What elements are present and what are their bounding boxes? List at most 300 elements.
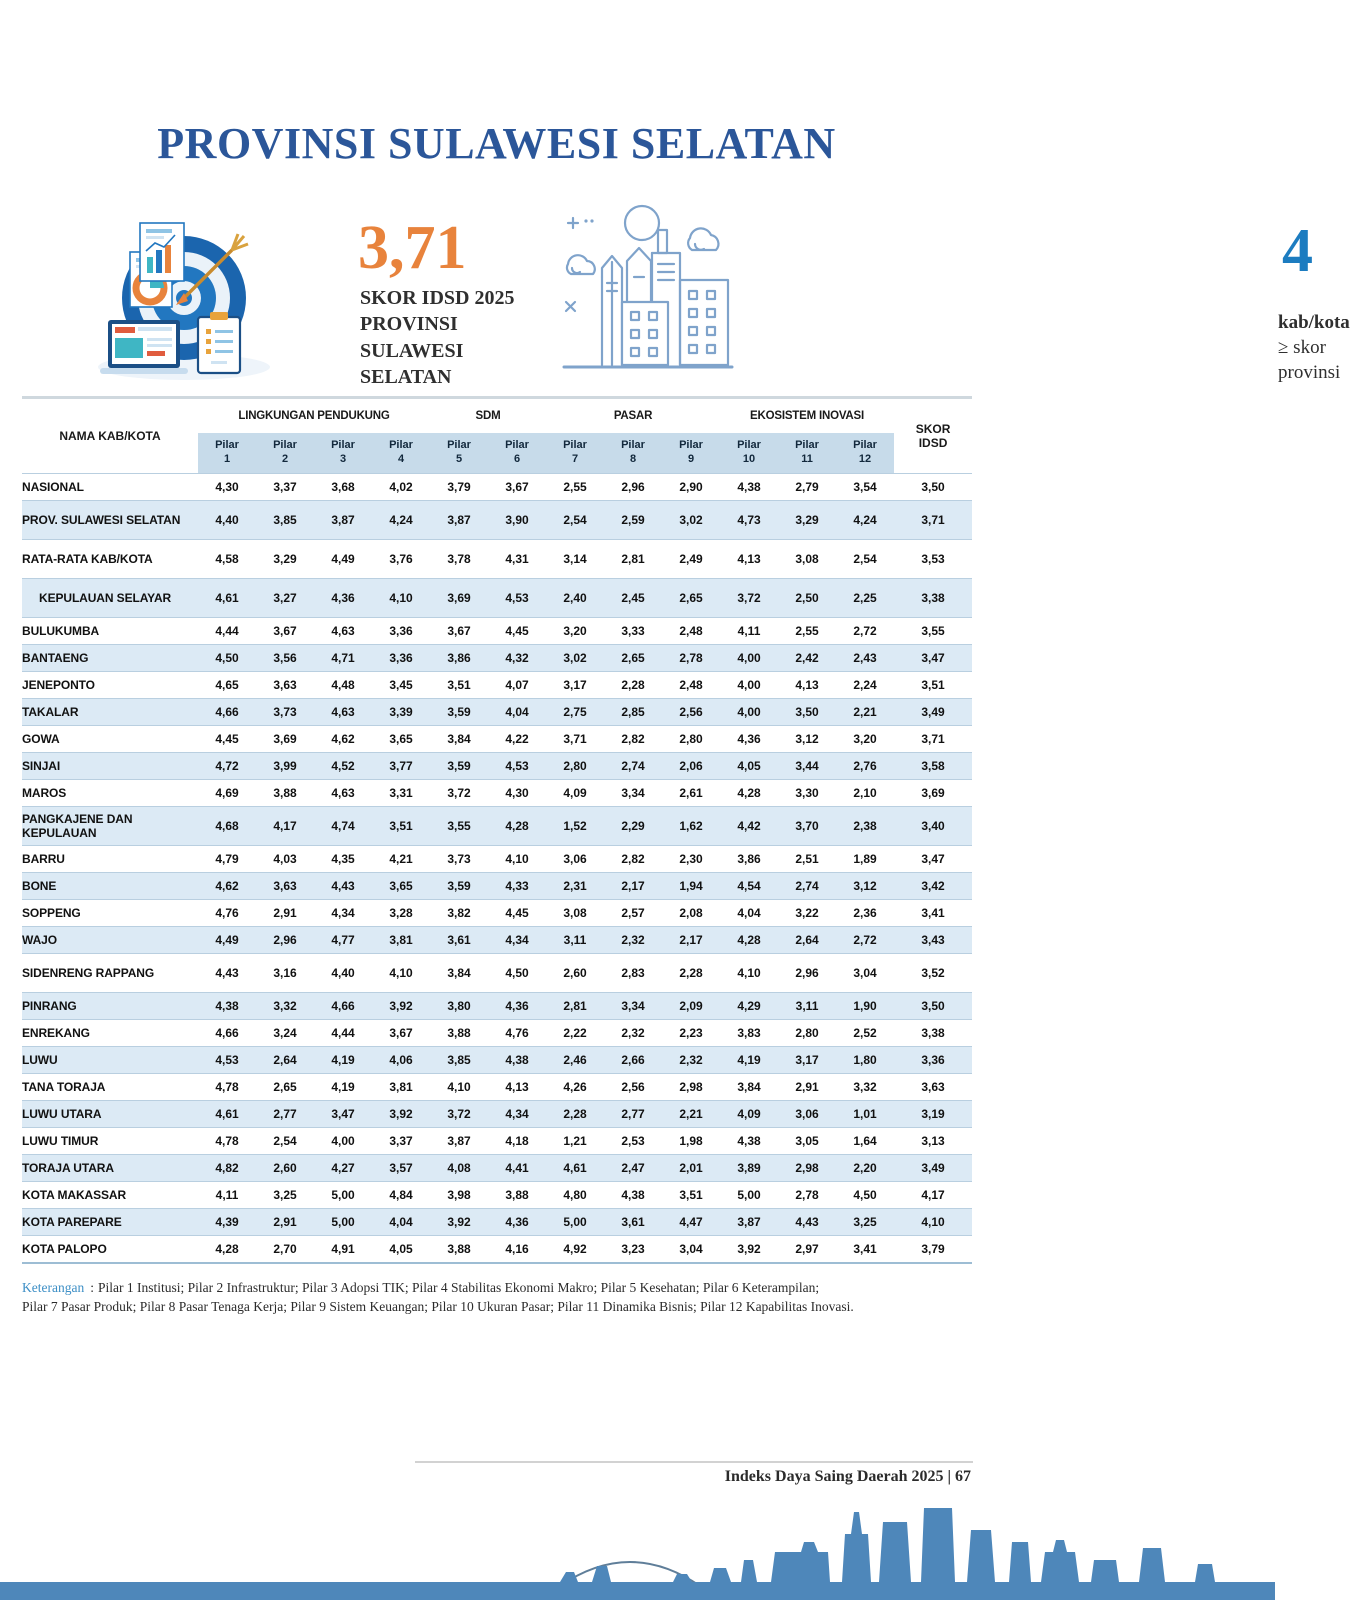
cell-pilar-12: 2,43 bbox=[836, 645, 894, 672]
cell-pilar-2: 3,24 bbox=[256, 1020, 314, 1047]
cell-pilar-9: 3,02 bbox=[662, 501, 720, 540]
cell-pilar-1: 4,38 bbox=[198, 993, 256, 1020]
cell-pilar-9: 2,23 bbox=[662, 1020, 720, 1047]
cell-pilar-8: 3,23 bbox=[604, 1236, 662, 1263]
cell-pilar-3: 4,00 bbox=[314, 1128, 372, 1155]
cell-pilar-5: 3,73 bbox=[430, 846, 488, 873]
pilar-5-word: Pilar bbox=[447, 439, 471, 452]
keterangan-separator: : bbox=[90, 1280, 94, 1295]
pilar-1-word: Pilar bbox=[215, 439, 239, 452]
cell-pilar-11: 3,44 bbox=[778, 753, 836, 780]
cell-skor-idsd: 3,63 bbox=[894, 1074, 972, 1101]
cell-pilar-6: 4,28 bbox=[488, 807, 546, 846]
cell-pilar-8: 2,32 bbox=[604, 1020, 662, 1047]
cell-pilar-2: 4,03 bbox=[256, 846, 314, 873]
cell-pilar-4: 4,06 bbox=[372, 1047, 430, 1074]
cell-pilar-1: 4,66 bbox=[198, 699, 256, 726]
cell-pilar-5: 3,84 bbox=[430, 726, 488, 753]
cell-pilar-2: 2,96 bbox=[256, 927, 314, 954]
cell-pilar-5: 3,87 bbox=[430, 501, 488, 540]
cell-pilar-2: 3,25 bbox=[256, 1182, 314, 1209]
cell-pilar-6: 4,41 bbox=[488, 1155, 546, 1182]
cell-pilar-2: 3,69 bbox=[256, 726, 314, 753]
cell-pilar-7: 4,26 bbox=[546, 1074, 604, 1101]
cell-pilar-12: 2,25 bbox=[836, 579, 894, 618]
cell-pilar-11: 2,42 bbox=[778, 645, 836, 672]
row-region-name: KOTA PAREPARE bbox=[22, 1209, 198, 1236]
table-bottom-rule bbox=[22, 1262, 972, 1264]
cell-pilar-2: 3,37 bbox=[256, 474, 314, 501]
cell-pilar-7: 1,21 bbox=[546, 1128, 604, 1155]
cell-pilar-3: 4,74 bbox=[314, 807, 372, 846]
table-row bbox=[22, 1101, 972, 1128]
pilar-2-word: Pilar bbox=[273, 439, 297, 452]
cell-pilar-3: 3,87 bbox=[314, 501, 372, 540]
cell-pilar-2: 2,91 bbox=[256, 900, 314, 927]
cell-pilar-12: 3,41 bbox=[836, 1236, 894, 1263]
col-header-pilar-4 bbox=[372, 433, 430, 474]
cell-pilar-7: 2,81 bbox=[546, 993, 604, 1020]
count-value: 4 bbox=[1282, 217, 1313, 285]
cell-pilar-6: 4,53 bbox=[488, 753, 546, 780]
cell-pilar-6: 4,53 bbox=[488, 579, 546, 618]
cell-skor-idsd: 3,47 bbox=[894, 846, 972, 873]
cell-pilar-12: 2,72 bbox=[836, 927, 894, 954]
table-row bbox=[22, 1047, 972, 1074]
cell-pilar-7: 2,54 bbox=[546, 501, 604, 540]
pilar-12-word: Pilar bbox=[853, 439, 877, 452]
cell-skor-idsd: 3,49 bbox=[894, 1155, 972, 1182]
pilar-8-word: Pilar bbox=[621, 439, 645, 452]
col-header-name: NAMA KAB/KOTA bbox=[22, 399, 198, 474]
row-region-name: BONE bbox=[22, 873, 198, 900]
cell-pilar-1: 4,78 bbox=[198, 1128, 256, 1155]
row-region-name: TORAJA UTARA bbox=[22, 1155, 198, 1182]
cell-pilar-4: 3,31 bbox=[372, 780, 430, 807]
cell-pilar-7: 3,17 bbox=[546, 672, 604, 699]
cell-pilar-1: 4,66 bbox=[198, 1020, 256, 1047]
cell-pilar-10: 4,42 bbox=[720, 807, 778, 846]
cell-pilar-10: 4,19 bbox=[720, 1047, 778, 1074]
cell-pilar-6: 3,90 bbox=[488, 501, 546, 540]
row-region-name: PROV. SULAWESI SELATAN bbox=[22, 501, 198, 540]
cell-pilar-10: 4,38 bbox=[720, 474, 778, 501]
pilar-1-num: 1 bbox=[223, 453, 231, 465]
cell-pilar-12: 2,54 bbox=[836, 540, 894, 579]
cell-pilar-4: 4,04 bbox=[372, 1209, 430, 1236]
cell-pilar-4: 4,84 bbox=[372, 1182, 430, 1209]
cell-pilar-4: 3,65 bbox=[372, 726, 430, 753]
cell-pilar-3: 4,27 bbox=[314, 1155, 372, 1182]
cell-pilar-7: 3,11 bbox=[546, 927, 604, 954]
row-region-name: TAKALAR bbox=[22, 699, 198, 726]
cell-pilar-8: 2,77 bbox=[604, 1101, 662, 1128]
cell-pilar-1: 4,76 bbox=[198, 900, 256, 927]
cell-pilar-2: 2,70 bbox=[256, 1236, 314, 1263]
cell-pilar-1: 4,72 bbox=[198, 753, 256, 780]
cell-skor-idsd: 3,50 bbox=[894, 993, 972, 1020]
cell-pilar-1: 4,68 bbox=[198, 807, 256, 846]
cell-pilar-10: 4,00 bbox=[720, 699, 778, 726]
cell-pilar-10: 4,54 bbox=[720, 873, 778, 900]
cell-pilar-8: 3,33 bbox=[604, 618, 662, 645]
table-row bbox=[22, 873, 972, 900]
table-row bbox=[22, 726, 972, 753]
cell-pilar-10: 3,87 bbox=[720, 1209, 778, 1236]
table-row bbox=[22, 1074, 972, 1101]
cell-pilar-3: 4,34 bbox=[314, 900, 372, 927]
cell-pilar-8: 2,17 bbox=[604, 873, 662, 900]
pilar-10-num: 10 bbox=[742, 453, 756, 465]
cell-pilar-6: 4,13 bbox=[488, 1074, 546, 1101]
cell-pilar-10: 4,04 bbox=[720, 900, 778, 927]
cell-pilar-9: 2,32 bbox=[662, 1047, 720, 1074]
cell-pilar-3: 4,40 bbox=[314, 954, 372, 993]
keterangan-line-1: Pilar 1 Institusi; Pilar 2 Infrastruktur; Pilar 3 Adopsi TIK; Pilar 4 Stabilitas Ekonomi Makro; Pilar 5 Kesehatan; Pilar 6 Keterampilan; bbox=[97, 1280, 820, 1295]
cell-pilar-7: 3,14 bbox=[546, 540, 604, 579]
cell-pilar-9: 1,62 bbox=[662, 807, 720, 846]
cell-pilar-11: 2,79 bbox=[778, 474, 836, 501]
row-region-name: LUWU TIMUR bbox=[22, 1128, 198, 1155]
cell-pilar-2: 3,85 bbox=[256, 501, 314, 540]
cell-pilar-12: 2,52 bbox=[836, 1020, 894, 1047]
row-region-name: RATA-RATA KAB/KOTA bbox=[22, 540, 198, 579]
cell-pilar-12: 2,36 bbox=[836, 900, 894, 927]
cell-pilar-7: 3,06 bbox=[546, 846, 604, 873]
col-header-pilar-7 bbox=[546, 433, 604, 474]
page-title: PROVINSI SULAWESI SELATAN bbox=[157, 119, 836, 168]
cell-pilar-1: 4,30 bbox=[198, 474, 256, 501]
cell-pilar-12: 1,64 bbox=[836, 1128, 894, 1155]
cell-pilar-4: 3,92 bbox=[372, 993, 430, 1020]
cell-pilar-4: 3,81 bbox=[372, 1074, 430, 1101]
cell-pilar-8: 2,45 bbox=[604, 579, 662, 618]
idsd-table-wrapper bbox=[22, 396, 972, 1264]
cell-pilar-3: 4,44 bbox=[314, 1020, 372, 1047]
cell-pilar-10: 3,83 bbox=[720, 1020, 778, 1047]
cell-pilar-10: 4,09 bbox=[720, 1101, 778, 1128]
cell-pilar-6: 4,36 bbox=[488, 993, 546, 1020]
cell-pilar-10: 3,84 bbox=[720, 1074, 778, 1101]
cell-pilar-10: 3,92 bbox=[720, 1236, 778, 1263]
row-region-name: SINJAI bbox=[22, 753, 198, 780]
cell-pilar-10: 4,73 bbox=[720, 501, 778, 540]
cell-pilar-6: 4,34 bbox=[488, 927, 546, 954]
cell-pilar-1: 4,79 bbox=[198, 846, 256, 873]
score-caption-line-2: PROVINSI bbox=[360, 313, 458, 336]
table-row bbox=[22, 618, 972, 645]
cell-pilar-9: 1,94 bbox=[662, 873, 720, 900]
cell-pilar-6: 4,18 bbox=[488, 1128, 546, 1155]
cell-pilar-5: 3,92 bbox=[430, 1209, 488, 1236]
cell-pilar-6: 4,45 bbox=[488, 618, 546, 645]
table-row bbox=[22, 645, 972, 672]
cell-pilar-4: 3,81 bbox=[372, 927, 430, 954]
row-region-name: MAROS bbox=[22, 780, 198, 807]
cell-pilar-11: 2,96 bbox=[778, 954, 836, 993]
cell-pilar-9: 2,98 bbox=[662, 1074, 720, 1101]
cell-pilar-10: 4,13 bbox=[720, 540, 778, 579]
cell-pilar-12: 2,76 bbox=[836, 753, 894, 780]
table-row bbox=[22, 1020, 972, 1047]
cell-skor-idsd: 3,43 bbox=[894, 927, 972, 954]
cell-skor-idsd: 3,71 bbox=[894, 501, 972, 540]
cell-skor-idsd: 3,13 bbox=[894, 1128, 972, 1155]
cell-pilar-4: 3,36 bbox=[372, 645, 430, 672]
cell-pilar-1: 4,39 bbox=[198, 1209, 256, 1236]
cell-pilar-7: 4,80 bbox=[546, 1182, 604, 1209]
cell-pilar-3: 4,19 bbox=[314, 1074, 372, 1101]
cell-skor-idsd: 3,58 bbox=[894, 753, 972, 780]
cell-pilar-11: 3,08 bbox=[778, 540, 836, 579]
cell-pilar-5: 3,55 bbox=[430, 807, 488, 846]
cell-pilar-3: 3,68 bbox=[314, 474, 372, 501]
cell-skor-idsd: 3,19 bbox=[894, 1101, 972, 1128]
cell-pilar-3: 4,91 bbox=[314, 1236, 372, 1263]
cell-pilar-9: 2,78 bbox=[662, 645, 720, 672]
table-row bbox=[22, 753, 972, 780]
cell-pilar-8: 2,59 bbox=[604, 501, 662, 540]
cell-pilar-4: 3,92 bbox=[372, 1101, 430, 1128]
cell-pilar-12: 4,50 bbox=[836, 1182, 894, 1209]
col-group-pasar: PASAR bbox=[546, 399, 720, 433]
cell-pilar-9: 2,80 bbox=[662, 726, 720, 753]
cell-pilar-2: 3,63 bbox=[256, 873, 314, 900]
table-row bbox=[22, 807, 972, 846]
cell-pilar-8: 2,82 bbox=[604, 846, 662, 873]
cell-pilar-6: 3,67 bbox=[488, 474, 546, 501]
cell-skor-idsd: 3,55 bbox=[894, 618, 972, 645]
cell-pilar-4: 3,36 bbox=[372, 618, 430, 645]
cell-pilar-9: 2,30 bbox=[662, 846, 720, 873]
cell-pilar-8: 2,53 bbox=[604, 1128, 662, 1155]
cell-pilar-4: 3,77 bbox=[372, 753, 430, 780]
keterangan-note bbox=[22, 1278, 972, 1316]
col-header-pilar-11 bbox=[778, 433, 836, 474]
table-row bbox=[22, 579, 972, 618]
table-row bbox=[22, 501, 972, 540]
cell-pilar-11: 2,98 bbox=[778, 1155, 836, 1182]
cell-pilar-8: 2,96 bbox=[604, 474, 662, 501]
table-row bbox=[22, 1128, 972, 1155]
row-region-name: LUWU bbox=[22, 1047, 198, 1074]
cell-pilar-11: 3,12 bbox=[778, 726, 836, 753]
row-region-name: BARRU bbox=[22, 846, 198, 873]
cell-pilar-6: 4,33 bbox=[488, 873, 546, 900]
cell-pilar-5: 3,84 bbox=[430, 954, 488, 993]
cell-pilar-10: 3,86 bbox=[720, 846, 778, 873]
pilar-7-num: 7 bbox=[571, 453, 579, 465]
cell-pilar-5: 3,72 bbox=[430, 780, 488, 807]
table-row bbox=[22, 1209, 972, 1236]
score-caption bbox=[360, 285, 530, 391]
cell-pilar-6: 4,36 bbox=[488, 1209, 546, 1236]
cell-pilar-9: 2,65 bbox=[662, 579, 720, 618]
table-row bbox=[22, 1236, 972, 1263]
table-body bbox=[22, 474, 972, 1263]
cell-pilar-7: 2,75 bbox=[546, 699, 604, 726]
cell-pilar-5: 3,59 bbox=[430, 699, 488, 726]
cell-pilar-10: 3,72 bbox=[720, 579, 778, 618]
cell-skor-idsd: 3,36 bbox=[894, 1047, 972, 1074]
cell-pilar-11: 2,78 bbox=[778, 1182, 836, 1209]
pilar-11-num: 11 bbox=[801, 453, 813, 465]
row-region-name: SIDENRENG RAPPANG bbox=[22, 954, 198, 993]
cell-pilar-4: 3,45 bbox=[372, 672, 430, 699]
cell-pilar-9: 1,98 bbox=[662, 1128, 720, 1155]
cell-pilar-9: 2,28 bbox=[662, 954, 720, 993]
cell-pilar-11: 3,17 bbox=[778, 1047, 836, 1074]
cell-pilar-6: 4,22 bbox=[488, 726, 546, 753]
cell-pilar-7: 1,52 bbox=[546, 807, 604, 846]
cell-pilar-1: 4,49 bbox=[198, 927, 256, 954]
col-header-pilar-5 bbox=[430, 433, 488, 474]
table-row bbox=[22, 540, 972, 579]
cell-pilar-3: 4,71 bbox=[314, 645, 372, 672]
cell-pilar-9: 2,21 bbox=[662, 1101, 720, 1128]
col-header-pilar-6 bbox=[488, 433, 546, 474]
cell-pilar-9: 3,51 bbox=[662, 1182, 720, 1209]
cell-pilar-6: 4,38 bbox=[488, 1047, 546, 1074]
cell-pilar-9: 2,09 bbox=[662, 993, 720, 1020]
cell-pilar-2: 3,73 bbox=[256, 699, 314, 726]
cell-pilar-9: 2,06 bbox=[662, 753, 720, 780]
cell-pilar-5: 3,85 bbox=[430, 1047, 488, 1074]
cell-pilar-8: 2,65 bbox=[604, 645, 662, 672]
cell-pilar-11: 2,55 bbox=[778, 618, 836, 645]
cell-skor-idsd: 3,50 bbox=[894, 474, 972, 501]
cell-skor-idsd: 3,42 bbox=[894, 873, 972, 900]
cell-pilar-5: 3,86 bbox=[430, 645, 488, 672]
cell-pilar-3: 4,49 bbox=[314, 540, 372, 579]
cell-pilar-2: 3,56 bbox=[256, 645, 314, 672]
cell-pilar-3: 4,43 bbox=[314, 873, 372, 900]
cell-pilar-10: 4,38 bbox=[720, 1128, 778, 1155]
col-header-skor-line-1: SKOR bbox=[915, 421, 951, 436]
cell-pilar-3: 5,00 bbox=[314, 1209, 372, 1236]
cell-pilar-2: 2,77 bbox=[256, 1101, 314, 1128]
cell-pilar-8: 3,34 bbox=[604, 993, 662, 1020]
pilar-9-num: 9 bbox=[687, 453, 695, 465]
cell-pilar-3: 4,63 bbox=[314, 618, 372, 645]
cell-pilar-11: 2,64 bbox=[778, 927, 836, 954]
row-region-name: TANA TORAJA bbox=[22, 1074, 198, 1101]
cell-pilar-4: 3,67 bbox=[372, 1020, 430, 1047]
pilar-8-num: 8 bbox=[629, 453, 637, 465]
cell-pilar-8: 2,82 bbox=[604, 726, 662, 753]
infographic-band bbox=[0, 190, 1350, 390]
cell-pilar-7: 4,61 bbox=[546, 1155, 604, 1182]
cell-pilar-6: 3,88 bbox=[488, 1182, 546, 1209]
count-caption-line-1: kab/kota bbox=[1278, 312, 1350, 333]
cell-pilar-3: 4,19 bbox=[314, 1047, 372, 1074]
cell-skor-idsd: 3,49 bbox=[894, 699, 972, 726]
cell-pilar-10: 5,00 bbox=[720, 1182, 778, 1209]
cell-pilar-6: 4,34 bbox=[488, 1101, 546, 1128]
cell-pilar-11: 2,50 bbox=[778, 579, 836, 618]
count-highlight-block bbox=[530, 190, 1350, 385]
cell-pilar-1: 4,43 bbox=[198, 954, 256, 993]
cell-pilar-4: 3,76 bbox=[372, 540, 430, 579]
cell-pilar-7: 4,09 bbox=[546, 780, 604, 807]
cell-pilar-10: 4,10 bbox=[720, 954, 778, 993]
cell-pilar-9: 2,61 bbox=[662, 780, 720, 807]
cell-pilar-7: 3,02 bbox=[546, 645, 604, 672]
cell-pilar-6: 4,30 bbox=[488, 780, 546, 807]
cell-pilar-12: 3,32 bbox=[836, 1074, 894, 1101]
col-header-pilar-8 bbox=[604, 433, 662, 474]
col-header-skor-line-2: IDSD bbox=[918, 436, 948, 450]
table-row bbox=[22, 1155, 972, 1182]
cell-pilar-8: 2,66 bbox=[604, 1047, 662, 1074]
cell-skor-idsd: 3,79 bbox=[894, 1236, 972, 1263]
cell-pilar-7: 2,55 bbox=[546, 474, 604, 501]
cell-skor-idsd: 3,47 bbox=[894, 645, 972, 672]
cell-pilar-11: 3,11 bbox=[778, 993, 836, 1020]
cell-pilar-1: 4,82 bbox=[198, 1155, 256, 1182]
idsd-table bbox=[22, 399, 972, 1262]
cell-pilar-7: 2,31 bbox=[546, 873, 604, 900]
row-region-name: PANGKAJENE DAN KEPULAUAN bbox=[22, 807, 198, 846]
cell-pilar-12: 1,90 bbox=[836, 993, 894, 1020]
pilar-4-word: Pilar bbox=[389, 439, 413, 452]
cell-pilar-8: 3,61 bbox=[604, 1209, 662, 1236]
cell-pilar-1: 4,62 bbox=[198, 873, 256, 900]
cell-pilar-4: 3,57 bbox=[372, 1155, 430, 1182]
table-row bbox=[22, 1182, 972, 1209]
cell-pilar-3: 3,47 bbox=[314, 1101, 372, 1128]
cell-pilar-1: 4,78 bbox=[198, 1074, 256, 1101]
cell-pilar-11: 2,51 bbox=[778, 846, 836, 873]
cell-pilar-11: 3,30 bbox=[778, 780, 836, 807]
cell-pilar-8: 2,32 bbox=[604, 927, 662, 954]
cell-pilar-3: 4,36 bbox=[314, 579, 372, 618]
cell-pilar-5: 3,80 bbox=[430, 993, 488, 1020]
cell-pilar-2: 2,60 bbox=[256, 1155, 314, 1182]
col-header-pilar-9 bbox=[662, 433, 720, 474]
cell-pilar-6: 4,32 bbox=[488, 645, 546, 672]
cell-pilar-9: 2,56 bbox=[662, 699, 720, 726]
cell-pilar-2: 3,16 bbox=[256, 954, 314, 993]
cell-pilar-5: 4,08 bbox=[430, 1155, 488, 1182]
row-region-name: KEPULAUAN SELAYAR bbox=[22, 579, 198, 618]
cell-pilar-1: 4,61 bbox=[198, 1101, 256, 1128]
cell-pilar-1: 4,44 bbox=[198, 618, 256, 645]
col-header-skor-idsd bbox=[894, 399, 972, 474]
row-region-name: BANTAENG bbox=[22, 645, 198, 672]
pilar-3-num: 3 bbox=[339, 453, 347, 465]
cell-pilar-1: 4,11 bbox=[198, 1182, 256, 1209]
row-region-name: WAJO bbox=[22, 927, 198, 954]
cell-pilar-4: 3,65 bbox=[372, 873, 430, 900]
row-region-name: PINRANG bbox=[22, 993, 198, 1020]
cell-pilar-8: 2,29 bbox=[604, 807, 662, 846]
cell-pilar-4: 4,05 bbox=[372, 1236, 430, 1263]
cell-pilar-12: 2,72 bbox=[836, 618, 894, 645]
score-highlight-block bbox=[80, 195, 530, 389]
cell-pilar-10: 4,11 bbox=[720, 618, 778, 645]
cell-pilar-4: 3,37 bbox=[372, 1128, 430, 1155]
cell-pilar-8: 2,81 bbox=[604, 540, 662, 579]
table-row bbox=[22, 699, 972, 726]
cell-pilar-11: 3,05 bbox=[778, 1128, 836, 1155]
score-value: 3,71 bbox=[358, 214, 467, 282]
cell-pilar-3: 5,00 bbox=[314, 1182, 372, 1209]
cell-skor-idsd: 3,38 bbox=[894, 1020, 972, 1047]
cell-pilar-7: 3,08 bbox=[546, 900, 604, 927]
cell-pilar-10: 4,28 bbox=[720, 927, 778, 954]
city-buildings-icon bbox=[530, 190, 750, 385]
